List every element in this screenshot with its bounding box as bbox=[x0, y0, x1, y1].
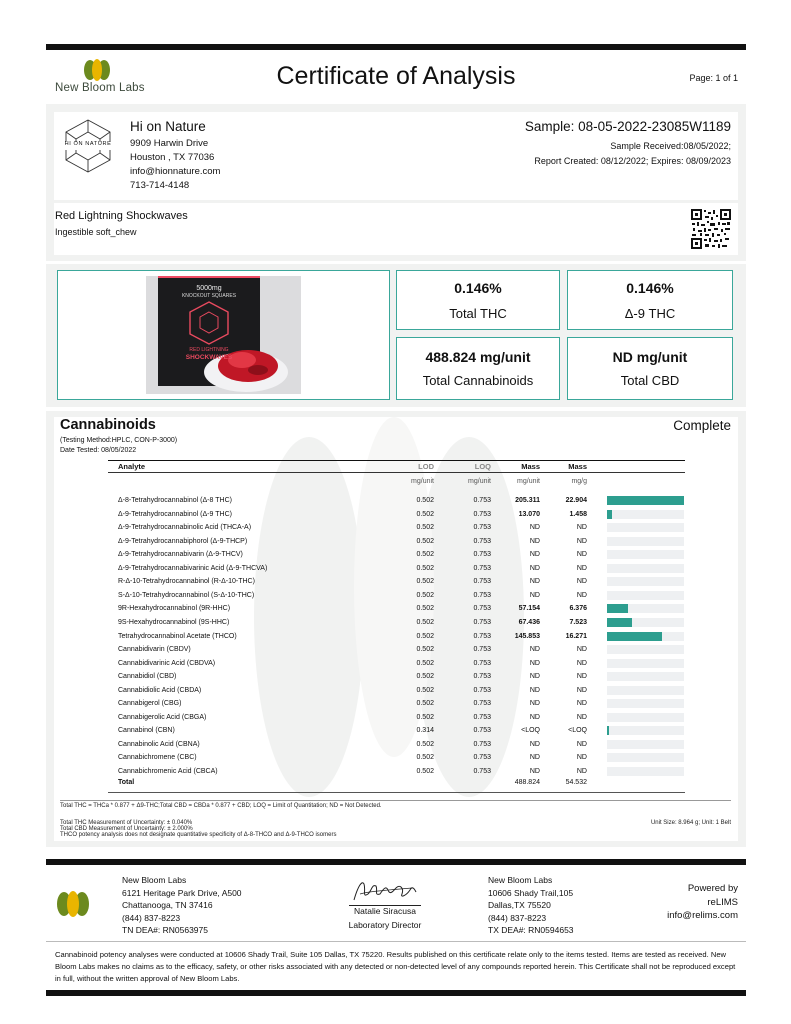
loq-value: 0.753 bbox=[473, 700, 491, 708]
analyte-name: Δ-9-Tetrahydrocannabivarinic Acid (Δ-9-THCVA) bbox=[118, 564, 268, 572]
thco-note: THCO potency analysis does not designate quantitative specificity of Δ-8-THCO and Δ-9-THCO isomers bbox=[60, 832, 337, 838]
analyte-name: Cannabinolic Acid (CBNA) bbox=[118, 740, 200, 748]
total-row bbox=[118, 779, 684, 791]
concentration-bar bbox=[607, 496, 684, 505]
mass-unit-value: 145.853 bbox=[514, 632, 540, 640]
mass-unit-value: ND bbox=[529, 700, 540, 708]
analyte-name: Cannabidivarinic Acid (CBDVA) bbox=[118, 659, 216, 667]
total-label: Total bbox=[118, 779, 135, 786]
mass-g-value: ND bbox=[576, 591, 587, 599]
concentration-bar-track bbox=[607, 604, 684, 613]
lod-value: 0.502 bbox=[416, 497, 434, 504]
product-type: Ingestible soft_chew bbox=[55, 227, 137, 237]
mass-g-value: ND bbox=[576, 524, 587, 532]
loq-value: 0.753 bbox=[473, 673, 491, 681]
lod-value: 0.502 bbox=[416, 659, 434, 667]
header-lod: LOD bbox=[418, 462, 434, 471]
mass-g-value: ND bbox=[576, 564, 587, 572]
concentration-bar-track bbox=[607, 686, 684, 695]
mass-unit-value: 205.311 bbox=[515, 497, 540, 504]
mass-g-value: ND bbox=[576, 768, 587, 775]
analyte-name: Δ-9-Tetrahydrocannabiphorol (Δ-9-THCP) bbox=[118, 537, 248, 545]
table-top-rule bbox=[108, 460, 685, 461]
loq-value: 0.753 bbox=[473, 618, 491, 626]
mass-unit-value: ND bbox=[529, 524, 540, 532]
table-row bbox=[118, 521, 684, 535]
lod-value: 0.502 bbox=[416, 754, 434, 762]
table-row bbox=[118, 494, 684, 508]
mass-g-value: ND bbox=[576, 673, 587, 681]
lod-value: 0.502 bbox=[416, 618, 434, 626]
uncertainty-cbd: Total CBD Measurement of Uncertainty: ± 2.000% bbox=[60, 826, 193, 832]
client-phone: 713-714-4148 bbox=[130, 180, 190, 191]
lod-value: 0.502 bbox=[416, 564, 434, 572]
total-thc-label: Total THC bbox=[449, 306, 507, 321]
mass-unit-value: ND bbox=[529, 713, 540, 721]
relims-name: reLIMS bbox=[707, 896, 738, 908]
concentration-bar-track bbox=[607, 645, 684, 654]
disclaimer-text: Cannabinoid potency analyses were conducted at 10606 Shady Trail, Suite 105 Dallas, TX 75220. Results published on this certificate relate only to the items tested. Items are tested as received. New Bloom Labs makes no claims as to the efficacy, safety, or other risks associated with any detected or non-detected level of any compounds reported herein. This Certificate shall not be reproduced except in full, without the written approval of New Bloom Labs. bbox=[55, 950, 736, 983]
loq-value: 0.753 bbox=[473, 754, 491, 762]
unit-size: Unit Size: 8.964 g; Unit: 1 Belt bbox=[650, 820, 731, 826]
lod-value: 0.502 bbox=[416, 673, 434, 681]
lab2-street: 10606 Shady Trail,105 bbox=[488, 887, 574, 898]
mass-g-value: ND bbox=[576, 646, 587, 654]
mass-g-value: ND bbox=[576, 713, 587, 721]
mass-unit-value: ND bbox=[529, 754, 540, 762]
lab2-name: New Bloom Labs bbox=[488, 875, 553, 885]
mass-unit-value: 13.070 bbox=[518, 510, 540, 518]
client-address-2: Houston , TX 77036 bbox=[130, 152, 215, 163]
table-row bbox=[118, 508, 684, 522]
total-cbd-label: Total CBD bbox=[620, 373, 680, 388]
lod-value: 0.314 bbox=[416, 727, 434, 735]
mass-g-value: 1.458 bbox=[569, 510, 587, 518]
d9-thc-value: 0.146% bbox=[626, 280, 674, 296]
analyte-name: Cannabidivarin (CBDV) bbox=[118, 646, 191, 654]
concentration-bar bbox=[607, 604, 628, 613]
table-row bbox=[118, 630, 684, 644]
d9-thc-label: Δ-9 THC bbox=[624, 306, 676, 321]
lod-value: 0.502 bbox=[416, 524, 434, 532]
table-row bbox=[118, 602, 684, 616]
concentration-bar bbox=[607, 726, 609, 735]
loq-value: 0.753 bbox=[473, 605, 491, 613]
analyte-name: 9S-Hexahydrocannabinol (9S-HHC) bbox=[118, 618, 230, 626]
loq-value: 0.753 bbox=[473, 524, 491, 532]
mass-unit-value: ND bbox=[529, 673, 540, 681]
cannabinoids-status: Complete bbox=[673, 418, 731, 433]
pouch-flavor-2: SHOCKWAVES bbox=[185, 354, 233, 361]
table-row bbox=[118, 751, 684, 765]
page-title: Certificate of Analysis bbox=[276, 62, 516, 90]
mass-unit-value: ND bbox=[529, 551, 540, 559]
lod-value: 0.502 bbox=[416, 551, 434, 559]
loq-value: 0.753 bbox=[473, 727, 491, 735]
concentration-bar bbox=[607, 510, 612, 519]
unit-loq: mg/unit bbox=[468, 478, 491, 485]
table-row bbox=[118, 575, 684, 589]
analyte-name: Cannabichromenic Acid (CBCA) bbox=[118, 768, 218, 775]
header-rule bbox=[108, 472, 685, 473]
total-thc-box bbox=[396, 270, 560, 330]
lab2-address bbox=[488, 874, 574, 937]
loq-value: 0.753 bbox=[473, 713, 491, 721]
qr-code-icon bbox=[691, 209, 731, 249]
header-analyte: Analyte bbox=[118, 462, 146, 471]
analyte-name: 9R-Hexahydrocannabinol (9R-HHC) bbox=[118, 605, 231, 613]
director-title: Laboratory Director bbox=[348, 920, 422, 930]
loq-value: 0.753 bbox=[473, 551, 491, 559]
analyte-name: Cannabichromene (CBC) bbox=[118, 754, 197, 762]
loq-value: 0.753 bbox=[473, 646, 491, 654]
table-row bbox=[118, 765, 684, 779]
lod-value: 0.502 bbox=[416, 713, 434, 721]
header-mass-g: Mass bbox=[568, 462, 587, 471]
lod-value: 0.502 bbox=[416, 632, 434, 640]
d9-thc-box bbox=[567, 270, 733, 330]
unit-mg: mg/g bbox=[571, 478, 587, 485]
lab1-phone: (844) 837-8223 bbox=[122, 912, 181, 923]
loq-value: 0.753 bbox=[473, 632, 491, 640]
lab2-city: Dallas,TX 75520 bbox=[488, 900, 551, 910]
director-name: Natalie Siracusa bbox=[354, 906, 416, 916]
footer-top-border bbox=[46, 859, 746, 865]
powered-by bbox=[667, 882, 738, 923]
lod-value: 0.502 bbox=[416, 700, 434, 708]
loq-value: 0.753 bbox=[473, 686, 491, 694]
analyte-name: Δ-9-Tetrahydrocannabinol (Δ-9 THC) bbox=[118, 510, 233, 518]
concentration-bar-track bbox=[607, 699, 684, 708]
footer-bloom-logo-icon bbox=[55, 888, 91, 918]
table-row bbox=[118, 724, 684, 738]
mass-unit-value: ND bbox=[529, 768, 540, 775]
concentration-bar bbox=[607, 632, 662, 641]
mass-g-value: ND bbox=[576, 686, 587, 694]
concentration-bar-track bbox=[607, 510, 684, 519]
sample-received: Sample Received:08/05/2022; bbox=[610, 141, 731, 151]
top-border bbox=[46, 44, 746, 50]
client-address-1: 9909 Harwin Drive bbox=[130, 138, 209, 149]
lab-logo-text: New Bloom Labs bbox=[55, 82, 145, 94]
total-cannabinoids-label: Total Cannabinoids bbox=[422, 373, 534, 388]
lod-value: 0.502 bbox=[416, 605, 434, 613]
table-row bbox=[118, 738, 684, 752]
mass-g-value: <LOQ bbox=[568, 727, 587, 735]
concentration-bar-track bbox=[607, 618, 684, 627]
lod-value: 0.502 bbox=[416, 646, 434, 654]
mass-g-value: ND bbox=[576, 740, 587, 748]
page-number: Page: 1 of 1 bbox=[689, 73, 738, 83]
analyte-name: Tetrahydrocannabinol Acetate (THCO) bbox=[118, 632, 237, 640]
table-row bbox=[118, 657, 684, 671]
mass-unit-value: ND bbox=[529, 591, 540, 599]
loq-value: 0.753 bbox=[473, 510, 491, 518]
concentration-bar-track bbox=[607, 577, 684, 586]
concentration-bar-track bbox=[607, 523, 684, 532]
total-cannabinoids-value: 488.824 mg/unit bbox=[425, 349, 531, 365]
analyte-name: Cannabigerolic Acid (CBGA) bbox=[118, 713, 207, 721]
mass-unit-value: 57.154 bbox=[518, 605, 540, 613]
loq-value: 0.753 bbox=[473, 537, 491, 545]
table-row bbox=[118, 684, 684, 698]
mass-g-value: ND bbox=[576, 537, 587, 545]
table-row bbox=[118, 697, 684, 711]
analyte-name: Δ-9-Tetrahydrocannabivarin (Δ-9-THCV) bbox=[118, 551, 243, 559]
lab1-dea: TN DEA#: RN0563975 bbox=[122, 925, 208, 935]
analyte-name: S-Δ-10-Tetrahydrocannabinol (S-Δ-10-THC) bbox=[118, 591, 255, 599]
lod-value: 0.502 bbox=[416, 510, 434, 518]
lod-value: 0.502 bbox=[416, 591, 434, 599]
bottom-border bbox=[46, 990, 746, 996]
mass-unit-value: ND bbox=[529, 659, 540, 667]
formula-rule bbox=[60, 800, 731, 801]
mass-g-value: 22.904 bbox=[565, 497, 587, 504]
concentration-bar-track bbox=[607, 713, 684, 722]
table-row bbox=[118, 670, 684, 684]
lab2-dea: TX DEA#: RN0594653 bbox=[488, 925, 574, 935]
analyte-name: Cannabidiol (CBD) bbox=[118, 673, 177, 681]
concentration-bar-track bbox=[607, 726, 684, 735]
loq-value: 0.753 bbox=[473, 740, 491, 748]
concentration-bar-track bbox=[607, 672, 684, 681]
total-cbd-box bbox=[567, 337, 733, 400]
mass-unit-value: ND bbox=[529, 537, 540, 545]
formula-note: Total THC = THCa * 0.877 + Δ9-THC;Total CBD = CBDa * 0.877 + CBD; LOQ = Limit of Quantitation; ND = Not Detected. bbox=[60, 803, 382, 809]
powered-by-label: Powered by bbox=[687, 883, 738, 894]
client-logo bbox=[60, 116, 116, 176]
mass-g-value: ND bbox=[576, 551, 587, 559]
uncertainty-thc: Total THC Measurement of Uncertainty: ± 0.040% bbox=[60, 820, 193, 826]
mass-g-value: ND bbox=[576, 659, 587, 667]
header-mass-unit: Mass bbox=[521, 462, 540, 471]
analyte-name: R-Δ-10-Tetrahydrocannabinol (R-Δ-10-THC) bbox=[118, 578, 255, 586]
concentration-bar-track bbox=[607, 550, 684, 559]
bloom-logo-icon bbox=[82, 56, 112, 82]
relims-email[interactable]: info@relims.com bbox=[667, 910, 738, 921]
total-mass: 488.824 bbox=[514, 779, 540, 786]
analyte-name: Δ-9-Tetrahydrocannabinolic Acid (THCA-A) bbox=[118, 524, 252, 532]
unit-mass: mg/unit bbox=[517, 478, 540, 485]
concentration-bar bbox=[607, 618, 632, 627]
unit-lod: mg/unit bbox=[411, 478, 434, 485]
concentration-bar-track bbox=[607, 591, 684, 600]
lab2-phone: (844) 837-8223 bbox=[488, 912, 547, 923]
mass-g-value: 6.376 bbox=[569, 605, 587, 613]
loq-value: 0.753 bbox=[473, 564, 491, 572]
concentration-bar-track bbox=[607, 496, 684, 505]
sample-id: Sample: 08-05-2022-23085W1189 bbox=[524, 119, 731, 134]
mass-g-value: 16.271 bbox=[565, 632, 587, 640]
mass-unit-value: ND bbox=[529, 646, 540, 654]
analyte-name: Δ-8-Tetrahydrocannabinol (Δ-8 THC) bbox=[118, 497, 233, 504]
lod-value: 0.502 bbox=[416, 578, 434, 586]
concentration-bar-track bbox=[607, 767, 684, 776]
loq-value: 0.753 bbox=[473, 578, 491, 586]
loq-value: 0.753 bbox=[473, 659, 491, 667]
mass-unit-value: ND bbox=[529, 564, 540, 572]
concentration-bar-track bbox=[607, 659, 684, 668]
table-row bbox=[118, 589, 684, 603]
pouch-flavor-1: RED LIGHTNING bbox=[189, 347, 229, 353]
product-photo bbox=[146, 276, 301, 394]
total-mg: 54.532 bbox=[565, 779, 587, 786]
concentration-bar-track bbox=[607, 753, 684, 762]
table-bottom-rule bbox=[108, 792, 685, 793]
header-loq: LOQ bbox=[474, 462, 491, 471]
cannabinoids-title: Cannabinoids bbox=[60, 417, 156, 433]
date-tested: Date Tested: 08/05/2022 bbox=[60, 447, 137, 454]
table-row bbox=[118, 616, 684, 630]
lab1-address bbox=[122, 874, 242, 937]
mass-g-value: ND bbox=[576, 754, 587, 762]
disclaimer-rule bbox=[46, 941, 746, 942]
mass-g-value: ND bbox=[576, 700, 587, 708]
lod-value: 0.502 bbox=[416, 740, 434, 748]
client-logo-text: HI ON NATURE bbox=[64, 141, 112, 147]
concentration-bar-track bbox=[607, 632, 684, 641]
lod-value: 0.502 bbox=[416, 768, 434, 775]
director-signature bbox=[350, 876, 420, 906]
total-cannabinoids-box bbox=[396, 337, 560, 400]
lod-value: 0.502 bbox=[416, 686, 434, 694]
loq-value: 0.753 bbox=[473, 591, 491, 599]
total-thc-value: 0.146% bbox=[454, 280, 502, 296]
loq-value: 0.753 bbox=[473, 768, 491, 775]
table-row bbox=[118, 548, 684, 562]
lab1-street: 6121 Heritage Park Drive, A500 bbox=[122, 887, 242, 898]
product-name: Red Lightning Shockwaves bbox=[55, 210, 188, 222]
table-row bbox=[118, 711, 684, 725]
table-row bbox=[118, 535, 684, 549]
concentration-bar-track bbox=[607, 537, 684, 546]
testing-method: (Testing Method:HPLC, CON-P-3000) bbox=[60, 437, 178, 444]
lab1-name: New Bloom Labs bbox=[122, 875, 187, 885]
analyte-name: Cannabidiolic Acid (CBDA) bbox=[118, 686, 202, 694]
concentration-bar-track bbox=[607, 740, 684, 749]
mass-unit-value: 67.436 bbox=[518, 618, 540, 626]
mass-unit-value: ND bbox=[529, 740, 540, 748]
total-cbd-value: ND mg/unit bbox=[612, 349, 688, 365]
pouch-subtitle: KNOCKOUT SQUARES bbox=[181, 293, 237, 299]
pouch-strength: 5000mg bbox=[196, 285, 222, 292]
concentration-bar-track bbox=[607, 564, 684, 573]
mass-g-value: 7.523 bbox=[569, 618, 587, 626]
lab1-city: Chattanooga, TN 37416 bbox=[122, 900, 213, 910]
loq-value: 0.753 bbox=[473, 497, 491, 504]
mass-unit-value: ND bbox=[529, 686, 540, 694]
mass-unit-value: ND bbox=[529, 578, 540, 586]
mass-g-value: ND bbox=[576, 578, 587, 586]
client-email: info@hionnature.com bbox=[130, 166, 221, 177]
table-row bbox=[118, 562, 684, 576]
lod-value: 0.502 bbox=[416, 537, 434, 545]
analyte-name: Cannabigerol (CBG) bbox=[118, 700, 182, 708]
table-row bbox=[118, 643, 684, 657]
client-name: Hi on Nature bbox=[130, 119, 206, 134]
mass-unit-value: <LOQ bbox=[521, 727, 540, 735]
product-photo-box bbox=[57, 270, 390, 400]
report-dates: Report Created: 08/12/2022; Expires: 08/09/2023 bbox=[534, 156, 731, 166]
analyte-name: Cannabinol (CBN) bbox=[118, 727, 175, 735]
